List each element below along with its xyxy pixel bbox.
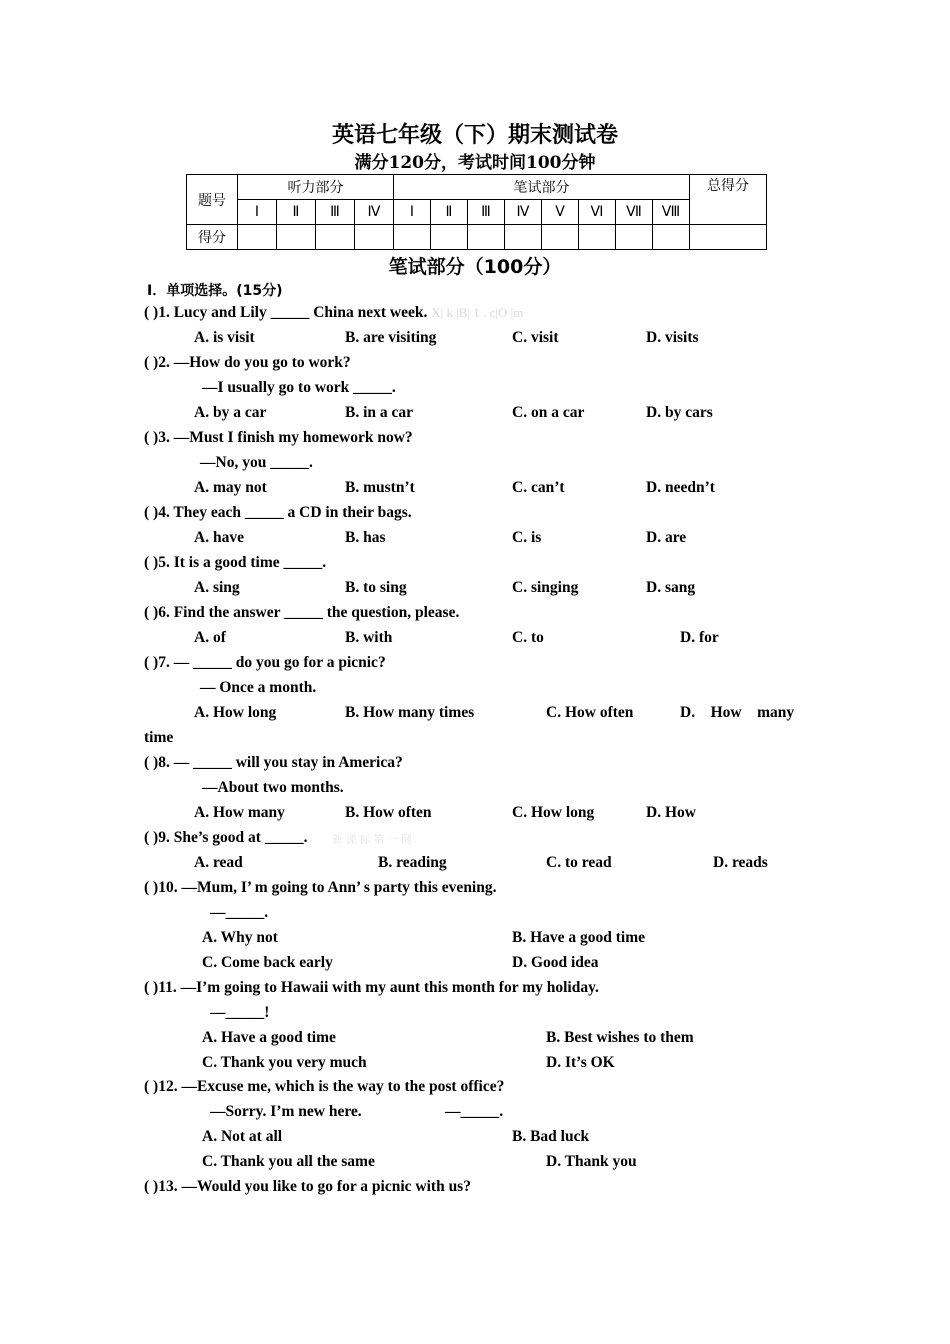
question-stem-3: ( )3. —Must I finish my homework now? [144,429,413,446]
option-d-continued: time [144,729,174,746]
score-cell[interactable] [355,225,394,250]
option-d: D. sang [646,579,696,596]
option-a: A. sing [194,579,240,596]
question-stem-6: ( )6. Find the answer _____ the question, please. [144,604,460,621]
question-line2: —_____. [210,904,269,921]
option-b: B. How often [345,804,432,821]
score-cell[interactable] [316,225,355,250]
question-line2: — Once a month. [200,679,317,696]
option-b: B. Best wishes to them [546,1029,694,1046]
written-col: Ⅵ [579,200,616,225]
option-d: D. for [680,629,719,646]
option-a: A. How long [194,704,277,721]
total-header: 总得分 [690,175,767,225]
option-d: D. reads [713,854,768,871]
question-line2: —I usually go to work _____. [202,379,396,396]
option-a: A. have [194,529,244,546]
exam-title: 英语七年级（下）期末测试卷 [331,123,618,148]
option-d: D. Good idea [512,954,599,971]
score-cell[interactable] [468,225,505,250]
option-d: D. It’s OK [546,1054,615,1071]
question-stem-5: ( )5. It is a good time _____. [144,554,327,571]
written-col: Ⅷ [653,200,690,225]
option-c: C. How often [546,704,634,721]
question-number-label: 题号 [187,175,238,225]
option-c: C. is [512,529,542,546]
option-c: C. How long [512,804,595,821]
option-b: B. are visiting [345,329,437,346]
listening-col: Ⅰ [238,200,277,225]
option-c: C. on a car [512,404,585,421]
question-stem-10: ( )10. —Mum, I’ m going to Ann’ s party this evening. [144,879,497,896]
option-b: B. reading [378,854,447,871]
question-stem-1: ( )1. Lucy and Lily _____ China next week. X| k |B| 1 . c|O |m [144,304,524,321]
option-c: C. Thank you very much [202,1054,367,1071]
option-b: B. How many times [345,704,475,721]
option-d: D. by cars [646,404,713,421]
question-line2: —About two months. [202,779,344,796]
listening-col: Ⅲ [316,200,355,225]
part-title: Ⅰ．单项选择。(15分) [147,283,283,299]
option-a: A. Not at all [202,1128,283,1145]
option-d: D. How many [680,704,795,721]
option-c: C. Thank you all the same [202,1153,375,1170]
option-a: A. read [194,854,243,871]
watermark: X| k |B| 1 . c|O |m [431,305,524,320]
listening-col: Ⅳ [355,200,394,225]
section-title: 笔试部分（100分） [388,256,562,278]
listening-col: Ⅱ [277,200,316,225]
option-c: C. to [512,629,544,646]
option-b: B. Have a good time [512,929,646,946]
option-a: A. by a car [194,404,267,421]
option-b: B. to sing [345,579,407,596]
question-stem-11: ( )11. —I’m going to Hawaii with my aunt this month for my holiday. [144,979,599,996]
option-b: B. with [345,629,393,646]
option-b: B. mustn’t [345,479,415,496]
question-line2: —No, you _____. [200,454,313,471]
score-cell[interactable] [616,225,653,250]
option-a: A. Why not [202,929,278,946]
listening-header: 听力部分 [238,175,394,200]
question-line2-reply: —_____. [445,1103,504,1120]
score-cell[interactable] [277,225,316,250]
question-line2: —_____! [210,1004,270,1021]
option-b: B. Bad luck [512,1128,590,1145]
exam-subtitle: 满分120分，考试时间100分钟 [354,153,596,173]
option-a: A. Have a good time [202,1029,336,1046]
option-c: C. visit [512,329,559,346]
score-cell[interactable] [431,225,468,250]
total-score-cell[interactable] [690,225,767,250]
written-col: Ⅱ [431,200,468,225]
option-a: A. may not [194,479,267,496]
question-stem-8: ( )8. — _____ will you stay in America? [144,754,403,771]
score-cell[interactable] [579,225,616,250]
question-stem-2: ( )2. —How do you go to work? [144,354,351,371]
score-cell[interactable] [653,225,690,250]
question-stem-7: ( )7. — _____ do you go for a picnic? [144,654,386,671]
option-a: A. is visit [194,329,255,346]
question-stem-13: ( )13. —Would you like to go for a picnic with us? [144,1178,471,1195]
option-c: C. to read [546,854,612,871]
written-col: Ⅰ [394,200,431,225]
option-d: D. are [646,529,687,546]
question-line2: —Sorry. I’m new here. [210,1103,362,1120]
option-d: D. visits [646,329,699,346]
score-cell[interactable] [394,225,431,250]
option-d: D. Thank you [546,1153,637,1170]
written-col: Ⅲ [468,200,505,225]
option-b: B. has [345,529,386,546]
score-cell[interactable] [542,225,579,250]
written-header: 笔试部分 [394,175,690,200]
score-cell[interactable] [505,225,542,250]
question-stem-4: ( )4. They each _____ a CD in their bags. [144,504,412,521]
option-c: C. Come back early [202,954,333,971]
option-c: C. singing [512,579,579,596]
option-c: C. can’t [512,479,565,496]
question-stem-12: ( )12. —Excuse me, which is the way to the post office? [144,1078,505,1095]
written-col: Ⅶ [616,200,653,225]
score-label: 得分 [187,225,238,250]
option-a: A. of [194,629,226,646]
option-d: D. How [646,804,696,821]
score-table [186,174,767,250]
written-col: Ⅳ [505,200,542,225]
option-b: B. in a car [345,404,414,421]
score-cell[interactable] [238,225,277,250]
watermark: 新 课 标 第 一 网 [332,834,412,846]
option-a: A. How many [194,804,285,821]
written-col: Ⅴ [542,200,579,225]
question-stem-9: ( )9. She’s good at _____. [144,829,308,846]
option-d: D. needn’t [646,479,715,496]
